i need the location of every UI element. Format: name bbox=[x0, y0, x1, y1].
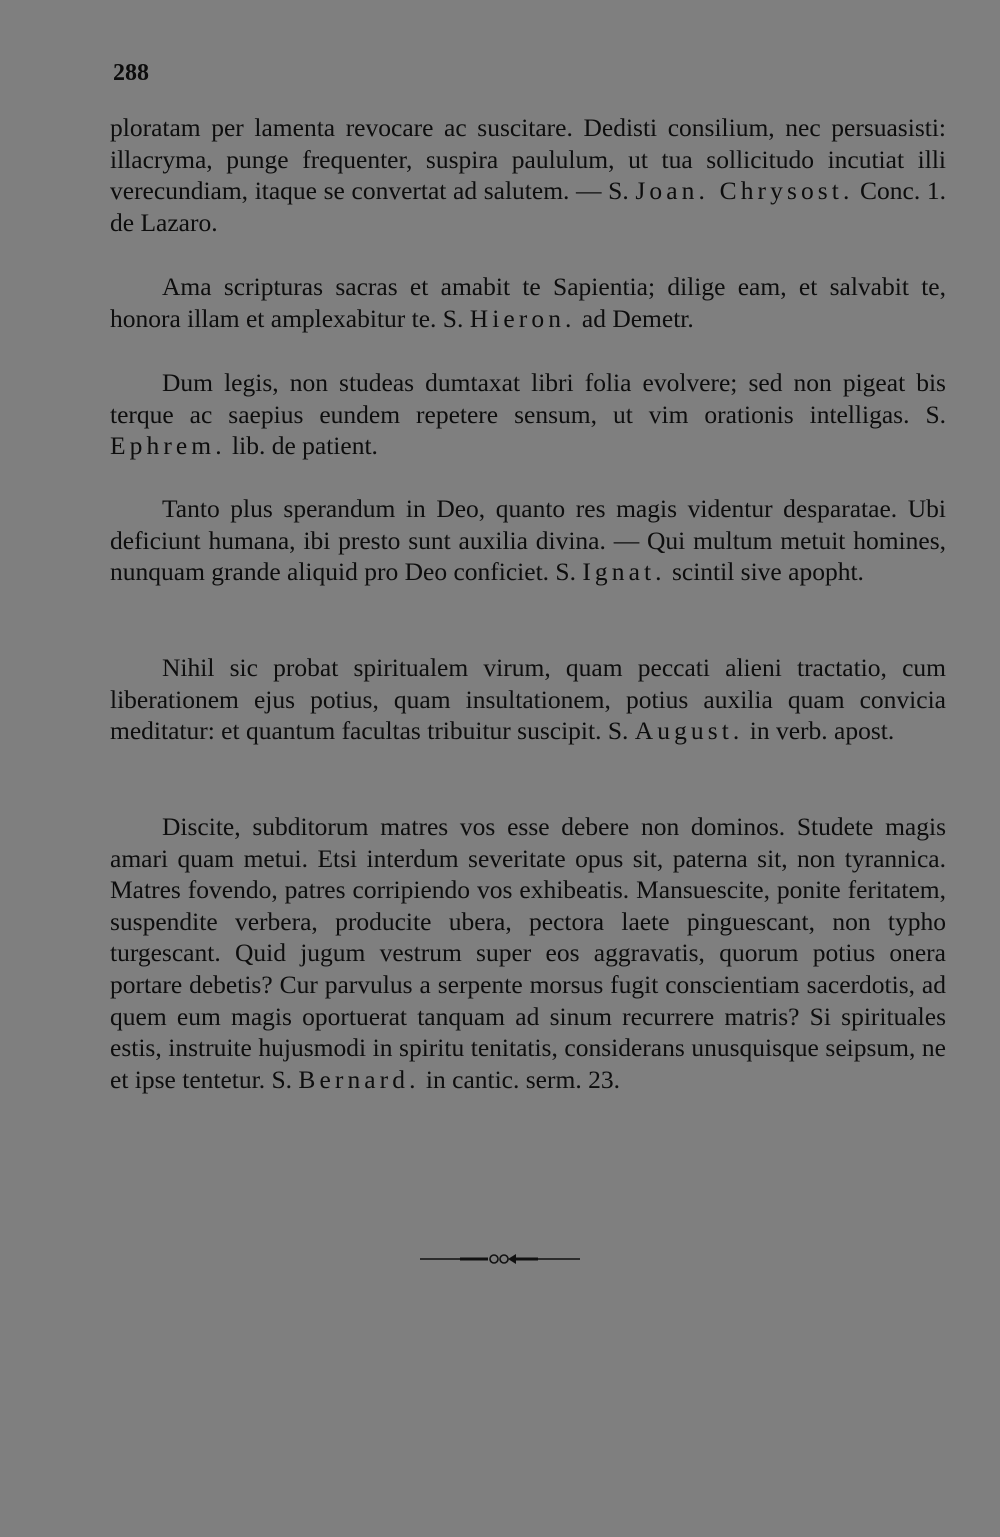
end-ornament-icon bbox=[420, 1251, 580, 1267]
source-reference: in verb. apost. bbox=[743, 716, 895, 746]
author-name: Hieron. bbox=[469, 303, 576, 333]
author-name: Joan. Chrysost. bbox=[635, 176, 854, 206]
paragraph-chrysostom bbox=[110, 112, 946, 238]
paragraph-text: Nihil sic probat spiritualem virum, quam peccati alieni tractatio, cum liberationem ejus potius, quam insultationem, potius auxilia quam convicia meditatur: et quantum facultas tribuitur suscipit. S. bbox=[110, 653, 946, 746]
author-name: August. bbox=[634, 716, 744, 746]
source-reference: Conc. 1. de Lazaro. bbox=[110, 176, 947, 237]
author-name: Ignat. bbox=[582, 557, 666, 587]
source-reference: scintil sive apopht. bbox=[665, 557, 864, 587]
paragraph-text: ploratam per lamenta revocare ac suscitare. Dedisti consilium, nec persuasisti: illacryma, punge frequenter, suspira paululum, ut tua sollicitudo incutiat illi verecundiam, itaque se convertat ad salutem. — S. bbox=[110, 113, 946, 206]
source-reference: ad Demetr. bbox=[575, 303, 694, 333]
paragraph-ephrem bbox=[110, 367, 946, 462]
paragraph-text: Dum legis, non studeas dumtaxat libri folia evolvere; sed non pigeat bis terque ac saepius eundem repetere sensum, ut vim orationis intelligas. S. bbox=[110, 368, 946, 429]
page-number: 288 bbox=[113, 60, 149, 86]
paragraph-ignatius bbox=[110, 493, 946, 588]
paragraph-bernard bbox=[110, 811, 946, 1095]
paragraph-augustine bbox=[110, 652, 946, 747]
source-reference: in cantic. serm. 23. bbox=[419, 1064, 620, 1094]
paragraph-text: Ama scripturas sacras et amabit te Sapientia; dilige eam, et salvabit te, honora illam et amplexabitur te. S. bbox=[110, 272, 946, 333]
author-name: Bernard. bbox=[298, 1064, 420, 1094]
source-reference: lib. de patient. bbox=[225, 431, 378, 461]
paragraph-text: Tanto plus sperandum in Deo, quanto res magis videntur desparatae. Ubi deficiunt humana, ibi presto sunt auxilia divina. — Qui multum metuit homines, nunquam grande aliquid pro Deo conficiet. S. bbox=[110, 494, 946, 587]
paragraph-hieronymus bbox=[110, 271, 946, 334]
paragraph-text: Discite, subditorum matres vos esse debere non dominos. Studete magis amari quam metui. Etsi interdum severitate opus sit, paterna sit, non tyrannica. Matres fovendo, patres corripiendo vos exhibeatis. Mansuescite, ponite feritatem, suspendite verbera, producite ubera, pectora laete pinguescant, non typho turgescant. Quid jugum vestrum super eos aggravatis, quorum potius onera portare debetis? Cur parvulus a serpente morsus fugit conscientiam sacerdotis, ad quem eum magis oportuerat tanquam ad sinum recurrere matris? Si spirituales estis, instruite hujusmodi in spiritu tenitatis, considerans unusquisque seipsum, ne et ipse tentetur. S. bbox=[110, 812, 946, 1094]
author-name: Ephrem. bbox=[110, 431, 226, 461]
